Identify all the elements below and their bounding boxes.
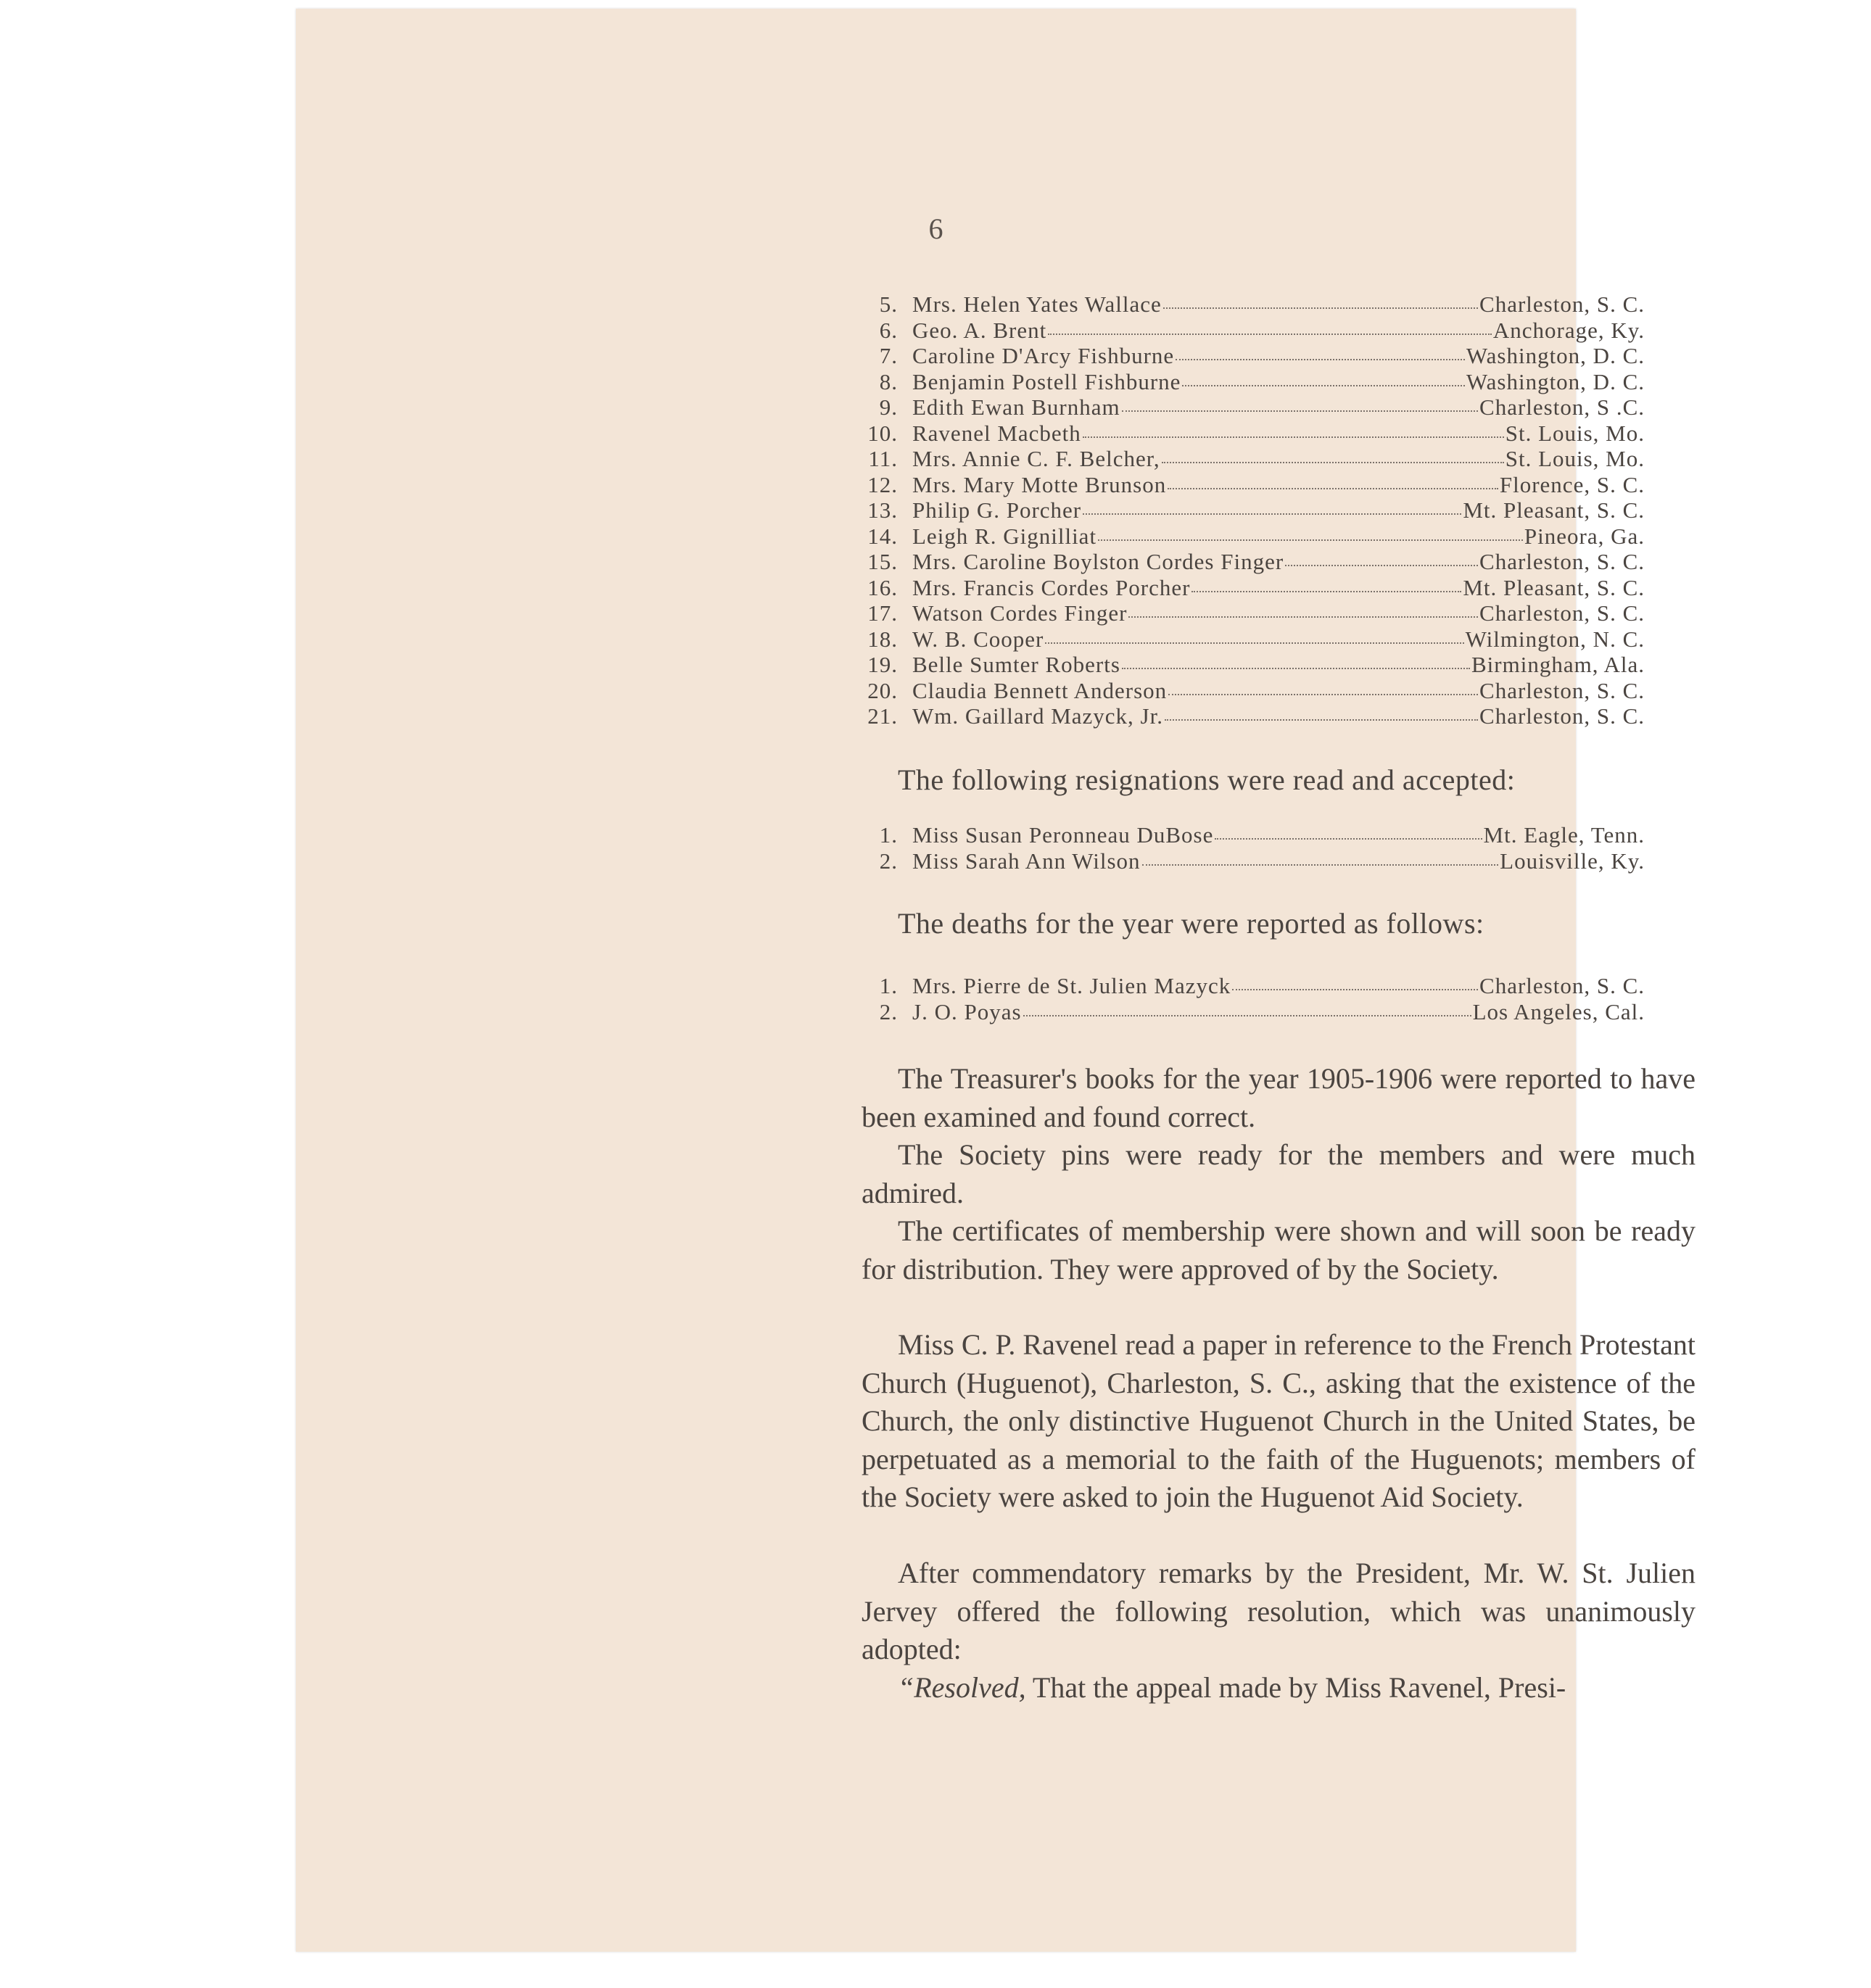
ravenel-paragraph: Miss C. P. Ravenel read a paper in reference to the French Protestant Church (Huguenot), Charleston, S. C., asking that the existence of the Church, the only distinctive Huguenot Church in the United States, be perpetuated as a memorial to the faith of the Huguenots; members of the Society were asked to join the Huguenot Aid Society. — [862, 1328, 1696, 1513]
entry-name: Leigh R. Gignilliat — [912, 523, 1097, 549]
entry-place: Florence, S. C. — [1499, 471, 1645, 497]
entry-place: Charleston, S. C. — [1479, 600, 1645, 626]
entry-place: Louisville, Ky. — [1500, 848, 1645, 874]
entry-place: Los Angeles, Cal. — [1472, 998, 1645, 1024]
list-entry — [867, 420, 1645, 447]
list-entry — [867, 574, 1645, 601]
deaths-list — [879, 973, 1645, 1024]
new-members-list — [867, 291, 1645, 729]
entry-place: Pineora, Ga. — [1524, 523, 1645, 549]
entry-number: 9. — [879, 394, 898, 420]
resolution-text: That the appeal made by Miss Ravenel, Presi- — [1025, 1671, 1566, 1704]
list-entry — [867, 600, 1645, 626]
entry-place: Mt. Pleasant, S. C. — [1463, 574, 1645, 600]
entry-name: Miss Sarah Ann Wilson — [912, 848, 1141, 874]
entry-name: Ravenel Macbeth — [912, 420, 1081, 446]
entry-place: Charleston, S. C. — [1479, 703, 1645, 729]
list-entry — [867, 626, 1645, 653]
entry-name: Mrs. Helen Yates Wallace — [912, 291, 1162, 317]
entry-number: 21. — [867, 703, 898, 729]
entry-name: Philip G. Porcher — [912, 497, 1082, 523]
leader-dots — [1142, 864, 1499, 866]
list-entry — [879, 343, 1645, 369]
list-entry — [867, 471, 1645, 498]
leader-dots — [1182, 385, 1464, 386]
entry-number: 2. — [879, 998, 898, 1024]
entry-number: 10. — [867, 420, 898, 446]
entry-place: Washington, D. C. — [1466, 368, 1645, 394]
entry-number: 7. — [879, 343, 898, 368]
entry-number: 11. — [868, 446, 898, 471]
list-entry — [879, 368, 1645, 395]
entry-name: Mrs. Mary Motte Brunson — [912, 471, 1167, 497]
leader-dots — [1162, 462, 1504, 463]
commendatory-paragraph: After commendatory remarks by the President, Mr. W. St. Julien Jervey offered the following resolution, which was unanimously adopted: — [862, 1557, 1696, 1665]
leader-dots — [1122, 668, 1470, 669]
entry-number: 19. — [867, 652, 898, 677]
entry-number: 14. — [867, 523, 898, 549]
entry-name: Belle Sumter Roberts — [912, 652, 1120, 677]
entry-name: Mrs. Caroline Boylston Cordes Finger — [912, 549, 1284, 574]
entry-place: Washington, D. C. — [1466, 343, 1645, 368]
leader-dots — [1048, 334, 1492, 335]
deaths-intro: The deaths for the year were reported as follows: — [898, 907, 1484, 940]
entry-name: Mrs. Pierre de St. Julien Mazyck — [912, 973, 1231, 998]
entry-name: Benjamin Postell Fishburne — [912, 368, 1181, 394]
leader-dots — [1215, 838, 1482, 840]
treasurer-paragraph: The Treasurer's books for the year 1905-1906 were reported to have been examined and found correct. — [862, 1062, 1696, 1133]
entry-name: Watson Cordes Finger — [912, 600, 1128, 626]
entry-place: St. Louis, Mo. — [1505, 420, 1645, 446]
entry-place: Birmingham, Ala. — [1471, 652, 1645, 677]
leader-dots — [1168, 694, 1478, 695]
leader-dots — [1232, 989, 1478, 990]
list-entry — [867, 523, 1645, 550]
leader-dots — [1045, 642, 1463, 644]
entry-number: 16. — [867, 574, 898, 600]
list-entry — [867, 703, 1645, 729]
list-entry — [879, 822, 1645, 848]
entry-number: 18. — [867, 626, 898, 652]
list-entry — [879, 998, 1645, 1025]
page-number: 6 — [928, 212, 943, 245]
list-entry — [879, 317, 1645, 344]
entry-number: 12. — [867, 471, 898, 497]
certificates-paragraph: The certificates of membership were shown and will soon be ready for distribution. They were approved of by the Society. — [862, 1214, 1696, 1285]
leader-dots — [1128, 616, 1478, 618]
entry-number: 1. — [879, 973, 898, 998]
list-entry — [879, 394, 1645, 421]
list-entry — [868, 446, 1645, 472]
entry-number: 15. — [867, 549, 898, 574]
leader-dots — [1191, 591, 1461, 592]
entry-place: Charleston, S. C. — [1479, 291, 1645, 317]
entry-number: 13. — [867, 497, 898, 523]
entry-place: Charleston, S. C. — [1479, 973, 1645, 998]
leader-dots — [1083, 513, 1461, 515]
entry-name: Edith Ewan Burnham — [912, 394, 1120, 420]
document-page — [296, 9, 1696, 1952]
leader-dots — [1083, 436, 1504, 438]
entry-name: W. B. Cooper — [912, 626, 1044, 652]
resignations-list — [879, 822, 1645, 874]
list-entry — [867, 652, 1645, 678]
entry-place: Charleston, S. C. — [1479, 549, 1645, 574]
list-entry — [879, 291, 1645, 318]
resolved-word: “Resolved, — [898, 1671, 1026, 1704]
leader-dots — [1023, 1015, 1471, 1016]
leader-dots — [1163, 307, 1478, 309]
leader-dots — [1176, 359, 1465, 360]
entry-place: Mt. Eagle, Tenn. — [1483, 822, 1645, 848]
entry-name: J. O. Poyas — [912, 998, 1022, 1024]
leader-dots — [1168, 488, 1498, 489]
list-entry — [867, 549, 1645, 575]
entry-number: 6. — [879, 317, 898, 343]
entry-number: 5. — [879, 291, 898, 317]
entry-name: Mrs. Annie C. F. Belcher, — [912, 446, 1160, 471]
entry-name: Caroline D'Arcy Fishburne — [912, 343, 1175, 368]
resolution-paragraph — [862, 1669, 1696, 1707]
leader-dots — [1098, 539, 1523, 541]
entry-number: 20. — [867, 677, 898, 703]
resignations-intro: The following resignations were read and accepted: — [898, 763, 1516, 796]
entry-name: Wm. Gaillard Mazyck, Jr. — [912, 703, 1163, 729]
entry-place: Charleston, S. C. — [1479, 677, 1645, 703]
entry-name: Claudia Bennett Anderson — [912, 677, 1168, 703]
entry-place: St. Louis, Mo. — [1505, 446, 1645, 471]
pins-paragraph: The Society pins were ready for the members and were much admired. — [862, 1138, 1696, 1209]
entry-place: Mt. Pleasant, S. C. — [1463, 497, 1645, 523]
entry-number: 17. — [867, 600, 898, 626]
list-entry — [879, 973, 1645, 999]
entry-number: 2. — [879, 848, 898, 874]
entry-number: 1. — [879, 822, 898, 848]
entry-name: Geo. A. Brent — [912, 317, 1047, 343]
entry-name: Mrs. Francis Cordes Porcher — [912, 574, 1191, 600]
entry-number: 8. — [879, 368, 898, 394]
entry-place: Charleston, S .C. — [1479, 394, 1645, 420]
entry-name: Miss Susan Peronneau DuBose — [912, 822, 1214, 848]
list-entry — [879, 848, 1645, 874]
list-entry — [867, 497, 1645, 523]
list-entry — [867, 677, 1645, 704]
entry-place: Anchorage, Ky. — [1492, 317, 1645, 343]
leader-dots — [1165, 719, 1478, 721]
entry-place: Wilmington, N. C. — [1465, 626, 1645, 652]
leader-dots — [1285, 565, 1478, 566]
leader-dots — [1122, 410, 1478, 412]
